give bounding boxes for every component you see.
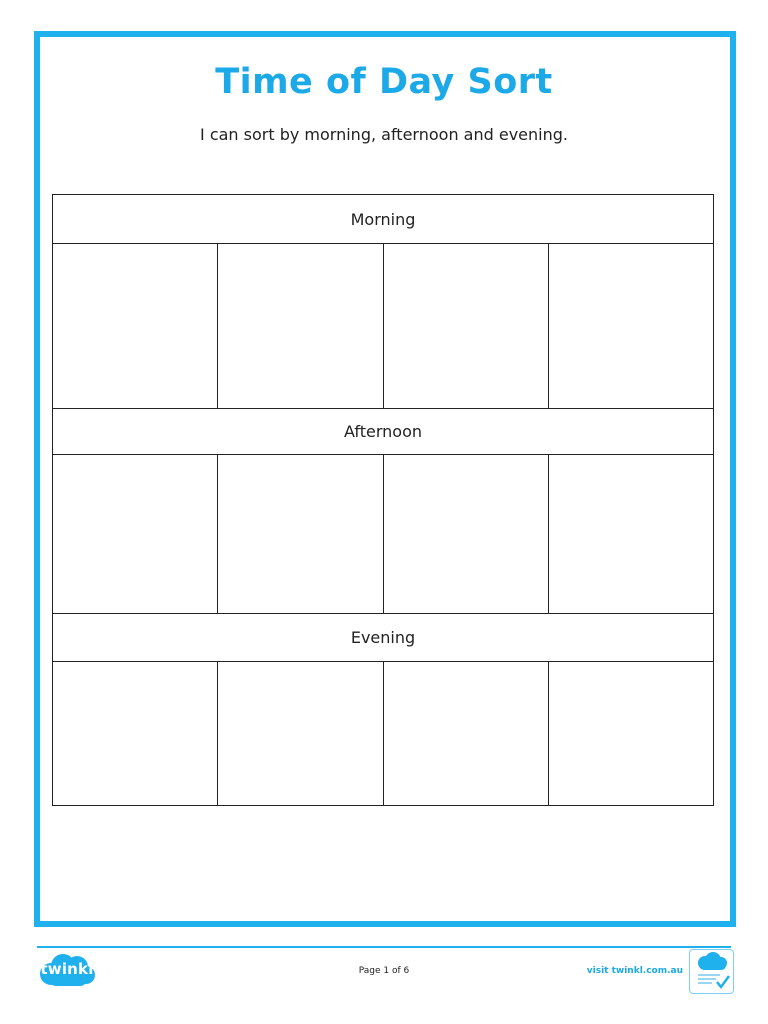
sort-cell[interactable]	[53, 455, 218, 613]
section-label-morning: Morning	[350, 209, 416, 229]
visit-link[interactable]: visit twinkl.com.au	[586, 966, 683, 976]
section-header-afternoon	[53, 408, 713, 455]
sort-cell[interactable]	[384, 244, 549, 408]
sort-cell[interactable]	[384, 662, 549, 805]
footer-divider	[37, 946, 731, 948]
page-title: Time of Day Sort	[215, 62, 553, 102]
sort-cell[interactable]	[384, 455, 549, 613]
page-number: Page 1 of 6	[358, 966, 410, 976]
sort-table	[52, 194, 714, 806]
section-row-afternoon	[53, 455, 713, 613]
logo-text: twinkl	[40, 960, 94, 978]
sort-cell[interactable]	[549, 244, 713, 408]
section-header-evening	[53, 613, 713, 662]
sort-cell[interactable]	[218, 455, 383, 613]
page-subtitle: I can sort by morning, afternoon and evening.	[200, 125, 568, 144]
sort-cell[interactable]	[218, 244, 383, 408]
section-label-evening: Evening	[350, 628, 416, 647]
sort-cell[interactable]	[549, 662, 713, 805]
section-row-morning	[53, 244, 713, 408]
sort-cell[interactable]	[549, 455, 713, 613]
quality-standard-badge-icon	[689, 949, 734, 994]
sort-cell[interactable]	[53, 662, 218, 805]
section-header-morning	[53, 195, 713, 244]
section-label-afternoon: Afternoon	[344, 422, 422, 441]
section-row-evening	[53, 662, 713, 805]
sort-cell[interactable]	[53, 244, 218, 408]
sort-cell[interactable]	[218, 662, 383, 805]
